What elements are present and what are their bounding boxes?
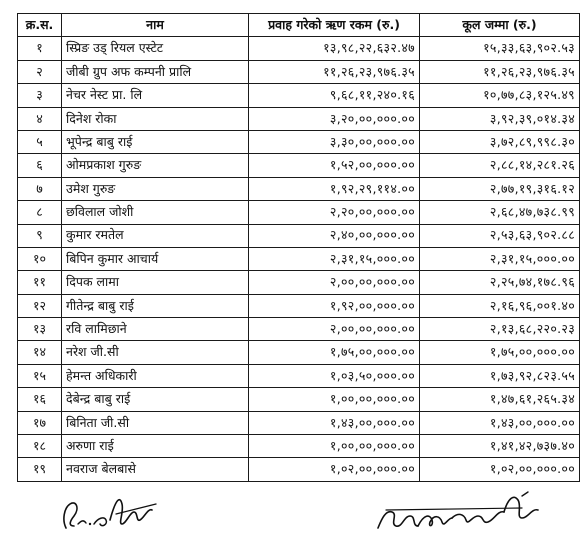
total-cell: २,३१,१५,०००.०० [420,247,580,270]
loan-cell: २,००,००,०००.०० [249,318,420,341]
total-cell: २,७७,१९,३१६.१२ [420,177,580,200]
name-cell: कुमार रमतेल [62,224,249,247]
name-cell: अरुणा राई [62,435,249,458]
serial-cell: ५ [18,130,62,153]
name-cell: बिपिन कुमार आचार्य [62,247,249,270]
total-cell: २,८८,१४,२८१.२६ [420,154,580,177]
name-cell: नरेश जी.सी [62,341,249,364]
table-row [18,388,580,411]
total-cell: १०,७७,८३,१२५.४९ [420,84,580,107]
header-row [18,14,580,37]
name-cell: दिपक लामा [62,271,249,294]
table-row [18,364,580,387]
name-cell: बिनिता जी.सी [62,411,249,434]
table-row [18,224,580,247]
table-row [18,201,580,224]
name-cell: दिनेश रोका [62,107,249,130]
serial-cell: १३ [18,318,62,341]
name-cell: देबेन्द्र बाबु राई [62,388,249,411]
total-cell: २,१६,९६,००१.४० [420,294,580,317]
header-name: नाम [62,14,249,37]
table-row [18,247,580,270]
table-row [18,411,580,434]
loan-cell: १,०२,००,०००.०० [249,458,420,481]
loan-cell: १,०३,५०,०००.०० [249,364,420,387]
loan-cell: २,२०,००,०००.०० [249,201,420,224]
total-cell: ३,७२,८९,९९८.३० [420,130,580,153]
total-cell: २,२५,७४,१७८.९६ [420,271,580,294]
serial-cell: १० [18,247,62,270]
table-row [18,130,580,153]
table-row [18,154,580,177]
table-body [18,37,580,481]
total-cell: १,४१,४२,७३७.४० [420,435,580,458]
loan-cell: ११,२६,२३,९७६.३५ [249,60,420,83]
name-cell: छविलाल जोशी [62,201,249,224]
loan-cell: २,३१,१५,०००.०० [249,247,420,270]
table-row [18,60,580,83]
table-row [18,177,580,200]
serial-cell: ९ [18,224,62,247]
name-cell: ओमप्रकाश गुरुङ [62,154,249,177]
total-cell: १५,३३,६३,९०२.५३ [420,37,580,60]
total-cell: ३,९२,३९,०१४.३४ [420,107,580,130]
serial-cell: २ [18,60,62,83]
table-row [18,107,580,130]
name-cell: नेचर नेस्ट प्रा. लि [62,84,249,107]
table-row [18,458,580,481]
name-cell: हेमन्त अधिकारी [62,364,249,387]
loan-cell: १,९२,२९,११४.०० [249,177,420,200]
loan-cell: १,४३,००,०००.०० [249,411,420,434]
loan-cell: २,००,००,०००.०० [249,271,420,294]
table-row [18,84,580,107]
loan-cell: १,९२,००,०००.०० [249,294,420,317]
name-cell: रवि लामिछाने [62,318,249,341]
loan-cell: ९,६८,११,२४०.१६ [249,84,420,107]
loan-cell: १,००,००,०००.०० [249,435,420,458]
header-total: कूल जम्मा (रु.) [420,14,580,37]
serial-cell: ४ [18,107,62,130]
total-cell: २,५३,६३,९०२.८८ [420,224,580,247]
left-signature [60,490,190,534]
serial-cell: ८ [18,201,62,224]
total-cell: १,७५,००,०००.०० [420,341,580,364]
total-cell: १,०२,००,०००.०० [420,458,580,481]
total-cell: १,४३,००,०००.०० [420,411,580,434]
serial-cell: १ [18,37,62,60]
name-cell: स्प्रिङ उड्‌ रियल एस्टेट [62,37,249,60]
table-row [18,37,580,60]
serial-cell: १८ [18,435,62,458]
serial-cell: ३ [18,84,62,107]
serial-cell: १६ [18,388,62,411]
serial-cell: १५ [18,364,62,387]
total-cell: १,४७,६१,२६५.३४ [420,388,580,411]
loan-cell: २,४०,००,०००.०० [249,224,420,247]
name-cell: गीतेन्द्र बाबु राई [62,294,249,317]
serial-cell: ७ [18,177,62,200]
serial-cell: १२ [18,294,62,317]
total-cell: ११,२६,२३,९७६.३५ [420,60,580,83]
loan-cell: १,००,००,०००.०० [249,388,420,411]
name-cell: उमेश गुरुङ [62,177,249,200]
table-row [18,341,580,364]
name-cell: जीबी ग्रुप अफ कम्पनी प्रालि [62,60,249,83]
header-serial: क्र.स. [18,14,62,37]
loan-cell: ३,२०,००,०००.०० [249,107,420,130]
serial-cell: १९ [18,458,62,481]
loan-cell: १,५२,००,०००.०० [249,154,420,177]
table-row [18,294,580,317]
total-cell: १,७३,९२,८२३.५५ [420,364,580,387]
table-header [18,14,580,37]
loan-cell: १३,९८,२२,६३२.४७ [249,37,420,60]
serial-cell: ११ [18,271,62,294]
name-cell: नवराज बेलबासे [62,458,249,481]
loan-cell: ३,३०,००,०००.०० [249,130,420,153]
loan-cell: १,७५,००,०००.०० [249,341,420,364]
serial-cell: १७ [18,411,62,434]
loan-table [17,13,580,482]
header-loan-amount: प्रवाह गरेको ऋण रकम (रु.) [249,14,420,37]
table-row [18,271,580,294]
total-cell: २,१३,६८,२२०.२३ [420,318,580,341]
name-cell: भूपेन्द्र बाबु राई [62,130,249,153]
right-signature [372,488,552,534]
table-row [18,435,580,458]
serial-cell: १४ [18,341,62,364]
total-cell: २,६८,४७,७३८.९९ [420,201,580,224]
table-row [18,318,580,341]
serial-cell: ६ [18,154,62,177]
